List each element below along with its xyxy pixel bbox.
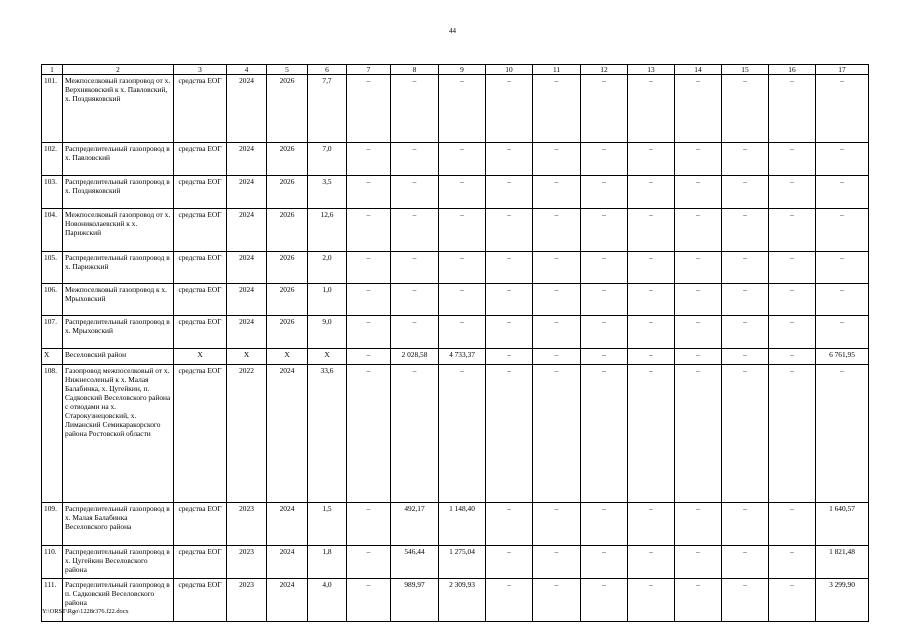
table-cell: – bbox=[675, 176, 722, 209]
table-cell: – bbox=[486, 579, 533, 622]
table-cell: 2026 bbox=[267, 252, 308, 284]
column-number-cell: 7 bbox=[347, 65, 391, 75]
table-cell: – bbox=[486, 349, 533, 365]
table-cell: – bbox=[816, 209, 869, 252]
table-row bbox=[42, 503, 869, 546]
table-row bbox=[42, 143, 869, 176]
table-cell: – bbox=[581, 143, 628, 176]
table-cell: – bbox=[347, 176, 391, 209]
table-cell: Х bbox=[42, 349, 63, 365]
table-cell: 7,7 bbox=[308, 75, 347, 143]
table-cell: средства ЕОГ bbox=[174, 176, 227, 209]
table-cell: 546,44 bbox=[391, 546, 439, 579]
data-table bbox=[41, 64, 869, 622]
column-number-cell: 4 bbox=[227, 65, 267, 75]
table-cell: – bbox=[769, 176, 816, 209]
table-cell: – bbox=[391, 252, 439, 284]
table-row bbox=[42, 579, 869, 622]
table-cell: – bbox=[533, 209, 581, 252]
table-cell: 1 640,57 bbox=[816, 503, 869, 546]
table-cell: – bbox=[533, 176, 581, 209]
table-cell: – bbox=[816, 75, 869, 143]
table-cell: – bbox=[486, 252, 533, 284]
table-cell: – bbox=[486, 365, 533, 503]
table-cell: – bbox=[722, 316, 769, 349]
table-cell: 106. bbox=[42, 284, 63, 316]
table-cell: средства ЕОГ bbox=[174, 252, 227, 284]
table-cell: 110. bbox=[42, 546, 63, 579]
table-cell: – bbox=[391, 365, 439, 503]
table-cell: 2026 bbox=[267, 143, 308, 176]
table-cell: – bbox=[486, 316, 533, 349]
table-cell: – bbox=[486, 75, 533, 143]
object-name-cell: Распределительный газопровод в х. Мрыховский bbox=[63, 316, 174, 349]
column-number-cell: 16 bbox=[769, 65, 816, 75]
column-number-cell: 10 bbox=[486, 65, 533, 75]
table-cell: – bbox=[533, 579, 581, 622]
table-cell: средства ЕОГ bbox=[174, 209, 227, 252]
table-cell: 2022 bbox=[227, 365, 267, 503]
table-cell: 107. bbox=[42, 316, 63, 349]
table-row bbox=[42, 316, 869, 349]
table-cell: средства ЕОГ bbox=[174, 579, 227, 622]
column-number-cell: 17 bbox=[816, 65, 869, 75]
table-cell: – bbox=[581, 176, 628, 209]
column-number-cell: 1 bbox=[42, 65, 63, 75]
page-number: 44 bbox=[449, 27, 456, 35]
table-row bbox=[42, 349, 869, 365]
table-cell: – bbox=[533, 546, 581, 579]
object-name-cell: Распределительный газопровод в х. Павловский bbox=[63, 143, 174, 176]
table-cell: – bbox=[439, 316, 486, 349]
table-cell: – bbox=[722, 365, 769, 503]
table-cell: 9,0 bbox=[308, 316, 347, 349]
table-cell: – bbox=[769, 143, 816, 176]
table-cell: – bbox=[722, 579, 769, 622]
table-cell: – bbox=[581, 75, 628, 143]
table-cell: 105. bbox=[42, 252, 63, 284]
table-cell: средства ЕОГ bbox=[174, 284, 227, 316]
table-cell: – bbox=[347, 503, 391, 546]
table-cell: 7,0 bbox=[308, 143, 347, 176]
table-cell: – bbox=[391, 209, 439, 252]
table-cell: 1 148,40 bbox=[439, 503, 486, 546]
table-cell: – bbox=[486, 143, 533, 176]
table-cell: Х bbox=[308, 349, 347, 365]
table-cell: 1 821,48 bbox=[816, 546, 869, 579]
table-cell: – bbox=[675, 143, 722, 176]
table-row bbox=[42, 75, 869, 143]
table-cell: – bbox=[628, 75, 675, 143]
table-cell: – bbox=[347, 365, 391, 503]
column-number-cell: 9 bbox=[439, 65, 486, 75]
table-cell: – bbox=[769, 503, 816, 546]
table-cell: Х bbox=[267, 349, 308, 365]
table-cell: 108. bbox=[42, 365, 63, 503]
table-cell: 2 309,93 bbox=[439, 579, 486, 622]
table-cell: – bbox=[628, 176, 675, 209]
table-cell: – bbox=[533, 349, 581, 365]
table-cell: – bbox=[769, 316, 816, 349]
table-cell: 12,6 bbox=[308, 209, 347, 252]
table-cell: – bbox=[439, 252, 486, 284]
table-cell: – bbox=[347, 579, 391, 622]
object-name-cell: Распределительный газопровод в п. Садковский Веселовского района bbox=[63, 579, 174, 622]
table-cell: – bbox=[439, 143, 486, 176]
table-row bbox=[42, 176, 869, 209]
table-cell: – bbox=[533, 365, 581, 503]
table-cell: – bbox=[347, 143, 391, 176]
table-cell: – bbox=[439, 365, 486, 503]
table-cell: 1 275,04 bbox=[439, 546, 486, 579]
table-cell: – bbox=[675, 284, 722, 316]
table-cell: 1,5 bbox=[308, 503, 347, 546]
table-row bbox=[42, 284, 869, 316]
table-cell: – bbox=[628, 349, 675, 365]
table-cell: 2 028,58 bbox=[391, 349, 439, 365]
table-cell: 2024 bbox=[227, 176, 267, 209]
table-cell: 2024 bbox=[227, 143, 267, 176]
table-cell: средства ЕОГ bbox=[174, 546, 227, 579]
table-cell: – bbox=[391, 316, 439, 349]
table-cell: 104. bbox=[42, 209, 63, 252]
table-cell: – bbox=[816, 365, 869, 503]
table-cell: 2024 bbox=[227, 284, 267, 316]
column-number-row bbox=[42, 65, 869, 75]
table-cell: – bbox=[769, 284, 816, 316]
table-cell: – bbox=[439, 209, 486, 252]
table-cell: – bbox=[816, 176, 869, 209]
table-cell: – bbox=[581, 546, 628, 579]
table-cell: 2023 bbox=[227, 503, 267, 546]
table-cell: – bbox=[486, 284, 533, 316]
table-cell: – bbox=[816, 284, 869, 316]
table-cell: 989,97 bbox=[391, 579, 439, 622]
table-cell: – bbox=[675, 365, 722, 503]
table-cell: – bbox=[769, 546, 816, 579]
table-cell: 2026 bbox=[267, 316, 308, 349]
table-cell: – bbox=[675, 579, 722, 622]
table-cell: 492,17 bbox=[391, 503, 439, 546]
table-cell: – bbox=[533, 316, 581, 349]
column-number-cell: 14 bbox=[675, 65, 722, 75]
table-cell: 2024 bbox=[227, 316, 267, 349]
column-number-cell: 15 bbox=[722, 65, 769, 75]
column-number-cell: 12 bbox=[581, 65, 628, 75]
table-cell: – bbox=[722, 143, 769, 176]
table-cell: – bbox=[722, 209, 769, 252]
column-number-cell: 5 bbox=[267, 65, 308, 75]
table-cell: 2023 bbox=[227, 546, 267, 579]
table-cell: средства ЕОГ bbox=[174, 503, 227, 546]
table-cell: – bbox=[533, 75, 581, 143]
table-cell: – bbox=[769, 365, 816, 503]
table-cell: – bbox=[628, 143, 675, 176]
table-cell: 2024 bbox=[267, 365, 308, 503]
table-cell: 2024 bbox=[227, 75, 267, 143]
column-number-cell: 3 bbox=[174, 65, 227, 75]
table-cell: – bbox=[347, 209, 391, 252]
table-cell: 111. bbox=[42, 579, 63, 622]
table-cell: – bbox=[628, 284, 675, 316]
table-cell: – bbox=[628, 503, 675, 546]
table-cell: – bbox=[722, 503, 769, 546]
object-name-cell: Распределительный газопровод в х. Цугейкин Веселовского района bbox=[63, 546, 174, 579]
table-cell: – bbox=[722, 284, 769, 316]
table-cell: – bbox=[722, 252, 769, 284]
table-cell: – bbox=[675, 503, 722, 546]
table-cell: – bbox=[581, 503, 628, 546]
table-cell: средства ЕОГ bbox=[174, 365, 227, 503]
table-row bbox=[42, 209, 869, 252]
table-cell: – bbox=[581, 579, 628, 622]
table-cell: – bbox=[533, 252, 581, 284]
table-cell: – bbox=[675, 252, 722, 284]
table-cell: 2024 bbox=[267, 503, 308, 546]
table-cell: – bbox=[533, 143, 581, 176]
column-number-cell: 11 bbox=[533, 65, 581, 75]
column-number-cell: 6 bbox=[308, 65, 347, 75]
footer-file-path: Y:\ORST\Rgo\1228r376.f22.docx bbox=[42, 608, 129, 615]
object-name-cell: Газопровод межпоселковый от х. Нижнесоленый к х. Малая Балабинка, х. Цугейкин, п. Садковский Веселовского района с отводами на х. Старокузнецовский, х. Лиманский Семикаракорского района Ростовской области bbox=[63, 365, 174, 503]
table-cell: – bbox=[628, 365, 675, 503]
table-cell: – bbox=[347, 546, 391, 579]
table-cell: – bbox=[769, 252, 816, 284]
table-cell: – bbox=[769, 349, 816, 365]
table-cell: – bbox=[391, 75, 439, 143]
table-cell: 2026 bbox=[267, 284, 308, 316]
table-cell: 3 299,90 bbox=[816, 579, 869, 622]
table-cell: 2026 bbox=[267, 176, 308, 209]
table-cell: – bbox=[816, 316, 869, 349]
table-cell: – bbox=[628, 252, 675, 284]
table-cell: – bbox=[486, 546, 533, 579]
table-cell: – bbox=[816, 143, 869, 176]
table-cell: – bbox=[347, 252, 391, 284]
table-cell: – bbox=[439, 75, 486, 143]
table-cell: – bbox=[533, 503, 581, 546]
table-cell: – bbox=[391, 176, 439, 209]
table-cell: – bbox=[347, 284, 391, 316]
table-cell: – bbox=[816, 252, 869, 284]
table-cell: 2026 bbox=[267, 75, 308, 143]
table-cell: – bbox=[628, 316, 675, 349]
table-cell: средства ЕОГ bbox=[174, 143, 227, 176]
table-cell: – bbox=[675, 546, 722, 579]
table-cell: – bbox=[769, 209, 816, 252]
table-cell: – bbox=[675, 75, 722, 143]
table-cell: – bbox=[347, 316, 391, 349]
table-cell: – bbox=[628, 209, 675, 252]
table-cell: – bbox=[391, 284, 439, 316]
table-cell: – bbox=[581, 365, 628, 503]
table-cell: 4,0 bbox=[308, 579, 347, 622]
table-cell: 33,6 bbox=[308, 365, 347, 503]
table-cell: 2024 bbox=[227, 252, 267, 284]
table-cell: 1,8 bbox=[308, 546, 347, 579]
table-cell: 3,5 bbox=[308, 176, 347, 209]
table-cell: 2026 bbox=[267, 209, 308, 252]
table-cell: 2024 bbox=[267, 579, 308, 622]
table-cell: средства ЕОГ bbox=[174, 75, 227, 143]
table-cell: 101. bbox=[42, 75, 63, 143]
object-name-cell: Распределительный газопровод в х. Парижский bbox=[63, 252, 174, 284]
table-cell: – bbox=[581, 209, 628, 252]
table-cell: Х bbox=[174, 349, 227, 365]
table-cell: – bbox=[628, 579, 675, 622]
object-name-cell: Веселовский район bbox=[63, 349, 174, 365]
object-name-cell: Межпоселковый газопровод к х. Мрыховский bbox=[63, 284, 174, 316]
table-cell: – bbox=[581, 316, 628, 349]
table-cell: 4 733,37 bbox=[439, 349, 486, 365]
table-cell: 109. bbox=[42, 503, 63, 546]
table-cell: – bbox=[581, 252, 628, 284]
object-name-cell: Межпоселковый газопровод от х. Новониколаевский к х. Парижский bbox=[63, 209, 174, 252]
object-name-cell: Межпоселковый газопровод от х. Верхняковский к х. Павловский, х. Поздняковский bbox=[63, 75, 174, 143]
table-row bbox=[42, 252, 869, 284]
table-cell: – bbox=[391, 143, 439, 176]
table-cell: – bbox=[347, 75, 391, 143]
table-cell: – bbox=[675, 209, 722, 252]
column-number-cell: 2 bbox=[63, 65, 174, 75]
table-cell: – bbox=[722, 349, 769, 365]
table-cell: – bbox=[581, 349, 628, 365]
table-cell: 1,0 bbox=[308, 284, 347, 316]
table-cell: – bbox=[722, 176, 769, 209]
column-number-cell: 13 bbox=[628, 65, 675, 75]
table-cell: 2023 bbox=[227, 579, 267, 622]
table-cell: – bbox=[581, 284, 628, 316]
table-cell: – bbox=[439, 284, 486, 316]
table-cell: – bbox=[675, 316, 722, 349]
table-cell: – bbox=[722, 546, 769, 579]
object-name-cell: Распределительный газопровод в х. Поздняковский bbox=[63, 176, 174, 209]
table-cell: – bbox=[439, 176, 486, 209]
column-number-cell: 8 bbox=[391, 65, 439, 75]
table-cell: 6 761,95 bbox=[816, 349, 869, 365]
object-name-cell: Распределительный газопровод в х. Малая Балабинка Веселовского района bbox=[63, 503, 174, 546]
table-cell: – bbox=[347, 349, 391, 365]
table-cell: – bbox=[675, 349, 722, 365]
table-cell: – bbox=[533, 284, 581, 316]
table-cell: – bbox=[722, 75, 769, 143]
table-row bbox=[42, 365, 869, 503]
table-cell: – bbox=[486, 176, 533, 209]
table-cell: – bbox=[769, 75, 816, 143]
table-cell: 2024 bbox=[267, 546, 308, 579]
table-cell: – bbox=[628, 546, 675, 579]
table-cell: Х bbox=[227, 349, 267, 365]
table-row bbox=[42, 546, 869, 579]
table-cell: 102. bbox=[42, 143, 63, 176]
table-cell: средства ЕОГ bbox=[174, 316, 227, 349]
table-cell: – bbox=[769, 579, 816, 622]
table-cell: 2,0 bbox=[308, 252, 347, 284]
table-cell: 2024 bbox=[227, 209, 267, 252]
table-cell: – bbox=[486, 209, 533, 252]
table-cell: 103. bbox=[42, 176, 63, 209]
table-cell: – bbox=[486, 503, 533, 546]
